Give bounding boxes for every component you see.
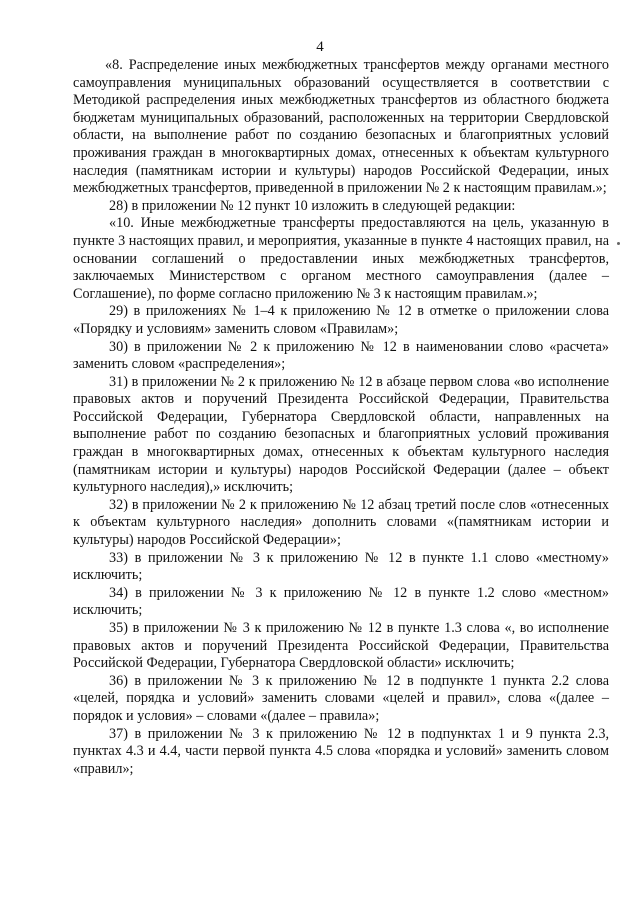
paragraph-item-32: 32) в приложении № 2 к приложению № 12 абзац третий после слов «отнесенных к объектам культурного наследия» дополнить словами «(памятникам истории и культуры) народов Российской Федерации»; bbox=[73, 496, 609, 549]
paragraph-item-35: 35) в приложении № 3 к приложению № 12 в пункте 1.3 слова «, во исполнение правовых актов и поручений Президента Российской Федерации, Правительства Российской Федерации, Губернатора Свердловской области» исключить; bbox=[73, 620, 609, 672]
paragraph-item-29: 29) в приложениях № 1–4 к приложению № 12 в отметке о приложении слова «Порядку и условиям» заменить словом «Правилам»; bbox=[73, 303, 609, 337]
paragraph-item-36: 36) в приложении № 3 к приложению № 12 в подпункте 1 пункта 2.2 слова «целей, порядка и условий» заменить словами «целей и правил», слова «(далее – порядок и условия» – словами «(далее – правила»; bbox=[73, 672, 609, 724]
document-body bbox=[73, 57, 609, 778]
paragraph-item-33: 33) в приложении № 3 к приложению № 12 в пункте 1.1 слово «местному» исключить; bbox=[73, 549, 609, 584]
paragraph-item-37: 37) в приложении № 3 к приложению № 12 в подпунктах 1 и 9 пункта 2.3, пунктах 4.3 и 4.4, части первой пункта 4.5 слова «порядка и условий» заменить словом «правил»; bbox=[73, 725, 609, 777]
page-number: 4 bbox=[316, 39, 324, 55]
paragraph-10-transfers: «10. Иные межбюджетные трансферты предоставляются на цель, указанную в пункте 3 настоящих правил, и мероприятия, указанные в пункте 4 настоящих правил, на основании соглашений о предоставлении иных межбюджетных трансфертов, заключаемых Министерством с органом местного самоуправления (далее – Соглашение), по форме согласно приложению № 3 к настоящим правилам.»; bbox=[73, 215, 609, 302]
paragraph-item-30: 30) в приложении № 2 к приложению № 12 в наименовании слово «расчета» заменить словом «распределения»; bbox=[73, 338, 609, 373]
paragraph-8-distribution: «8. Распределение иных межбюджетных трансфертов между органами местного самоуправления муниципальных образований осуществляется в соответствии с Методикой распределения иных межбюджетных трансфертов из областного бюджета бюджетам муниципальных образований, расположенных на территории Свердловской области, на выполнение работ по созданию безопасных и благоприятных условий проживания граждан в многоквартирных домах, отнесенных к объектам культурного наследия (памятникам истории и культуры) народов Российской Федерации, иных межбюджетных трансфертов, приведенной в приложении № 2 к настоящим правилам.»; bbox=[73, 57, 609, 197]
paragraph-item-34: 34) в приложении № 3 к приложению № 12 в пункте 1.2 слово «местном» исключить; bbox=[73, 584, 609, 619]
paragraph-item-28: 28) в приложении № 12 пункт 10 изложить в следующей редакции: bbox=[109, 197, 516, 214]
paragraph-item-31: 31) в приложении № 2 к приложению № 12 в абзаце первом слова «во исполнение правовых актов и поручений Президента Российской Федерации, Правительства Российской Федерации, Губернатора Свердловской области, направленных на выполнение работ по созданию безопасных и благоприятных условий проживания граждан в многоквартирных домах, отнесенных к объектам культурного наследия (памятникам истории и культуры) народов Российской Федерации (далее – объект культурного наследия),» исключить; bbox=[73, 373, 609, 496]
scan-speck bbox=[617, 242, 620, 245]
